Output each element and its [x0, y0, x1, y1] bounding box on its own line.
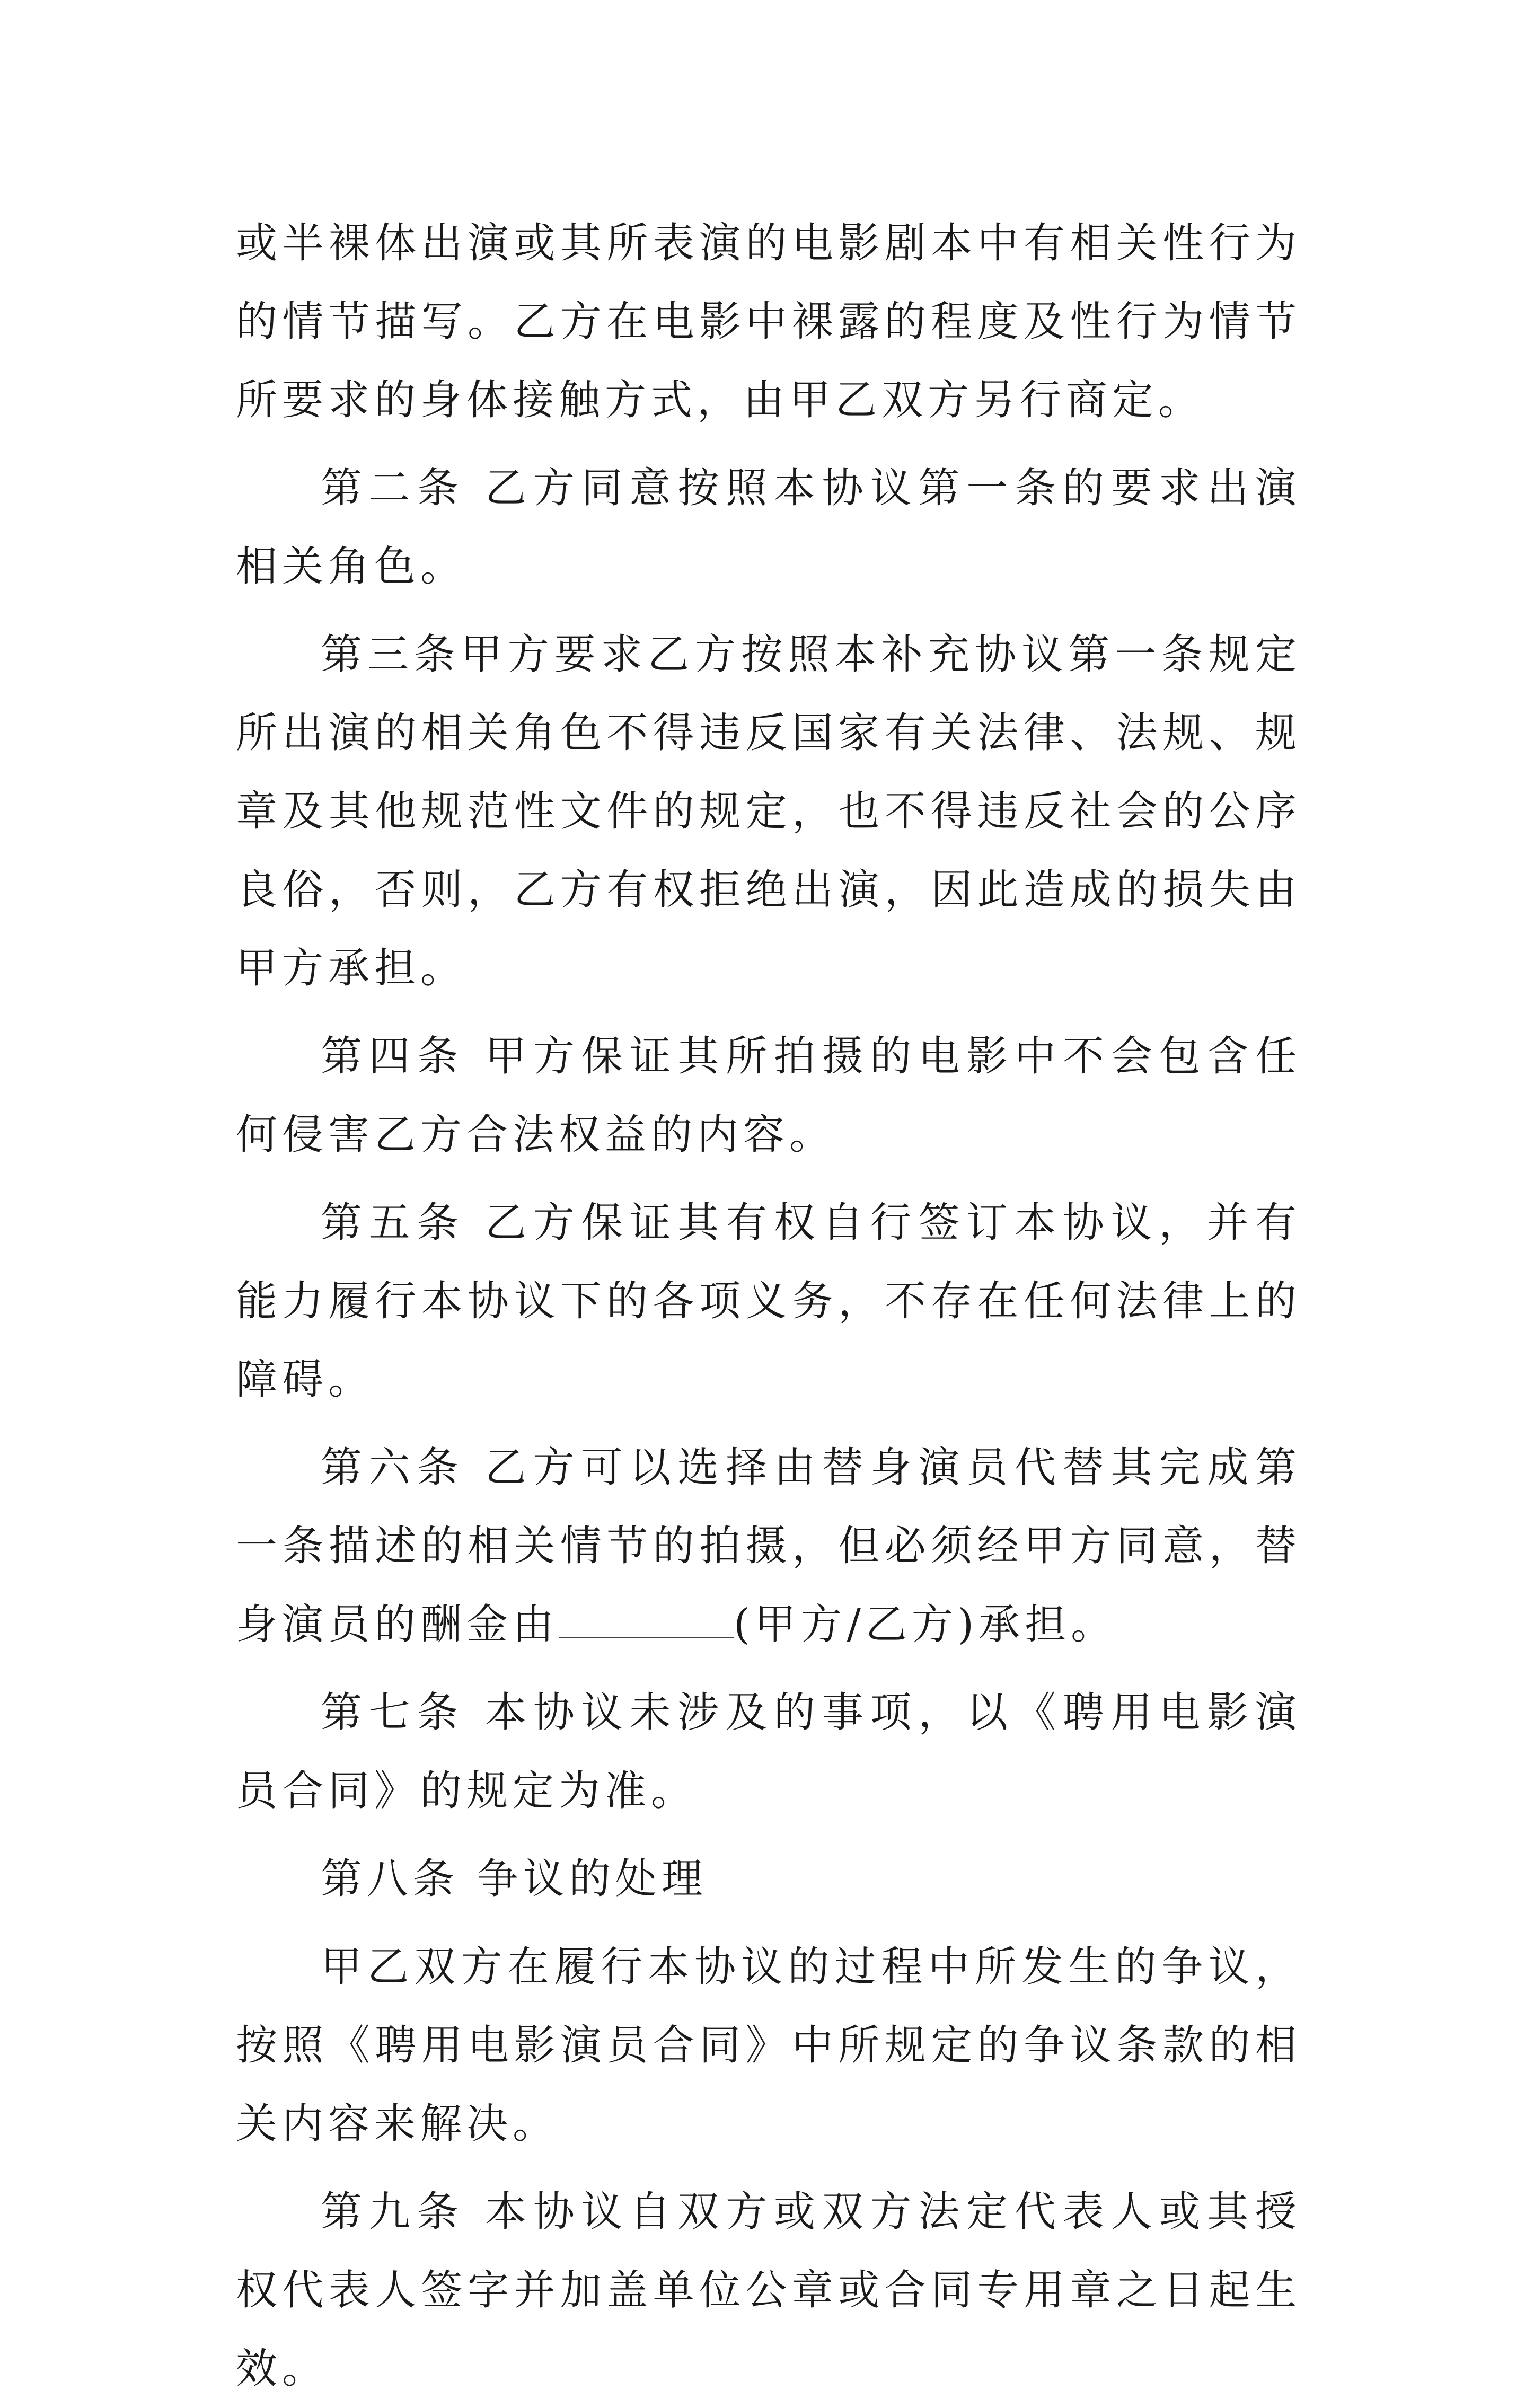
article-7: 第七条 本协议未涉及的事项，以《聘用电影演员合同》的规定为准。	[236, 1689, 1301, 1815]
article-8-heading: 第八条 争议的处理	[321, 1855, 708, 1903]
fill-in-blank	[559, 1600, 734, 1638]
article-6	[236, 1428, 1301, 1664]
article-4: 第四条 甲方保证其所拍摄的电影中不会包含任何侵害乙方合法权益的内容。	[236, 1033, 1301, 1159]
paragraph-continuation: 或半裸体出演或其所表演的电影剧本中有相关性行为的情节描写。乙方在电影中裸露的程度及性行为情节所要求的身体接触方式，由甲乙双方另行商定。	[236, 219, 1301, 424]
document-page	[236, 204, 1301, 2408]
article-6-text-after: (甲方/乙方)承担。	[734, 1601, 1117, 1648]
article-9: 第九条 本协议自双方或双方法定代表人或其授权代表人签字并加盖单位公章或合同专用章之日起生效。	[236, 2188, 1301, 2393]
article-6-text-before: 第六条 乙方可以选择由替身演员代替其完成第一条描述的相关情节的拍摄，但必须经甲方同意，替身演员的酬金由	[236, 1444, 1301, 1648]
article-8-body: 甲乙双方在履行本协议的过程中所发生的争议，按照《聘用电影演员合同》中所规定的争议条款的相关内容来解决。	[236, 1943, 1301, 2148]
article-5: 第五条 乙方保证其有权自行签订本协议，并有能力履行本协议下的各项义务，不存在任何法律上的障碍。	[236, 1199, 1301, 1404]
article-3: 第三条甲方要求乙方按照本补充协议第一条规定所出演的相关角色不得违反国家有关法律、法规、规章及其他规范性文件的规定，也不得违反社会的公序良俗，否则，乙方有权拒绝出演，因此造成的损失由甲方承担。	[236, 631, 1301, 992]
article-2: 第二条 乙方同意按照本协议第一条的要求出演相关角色。	[236, 464, 1301, 590]
